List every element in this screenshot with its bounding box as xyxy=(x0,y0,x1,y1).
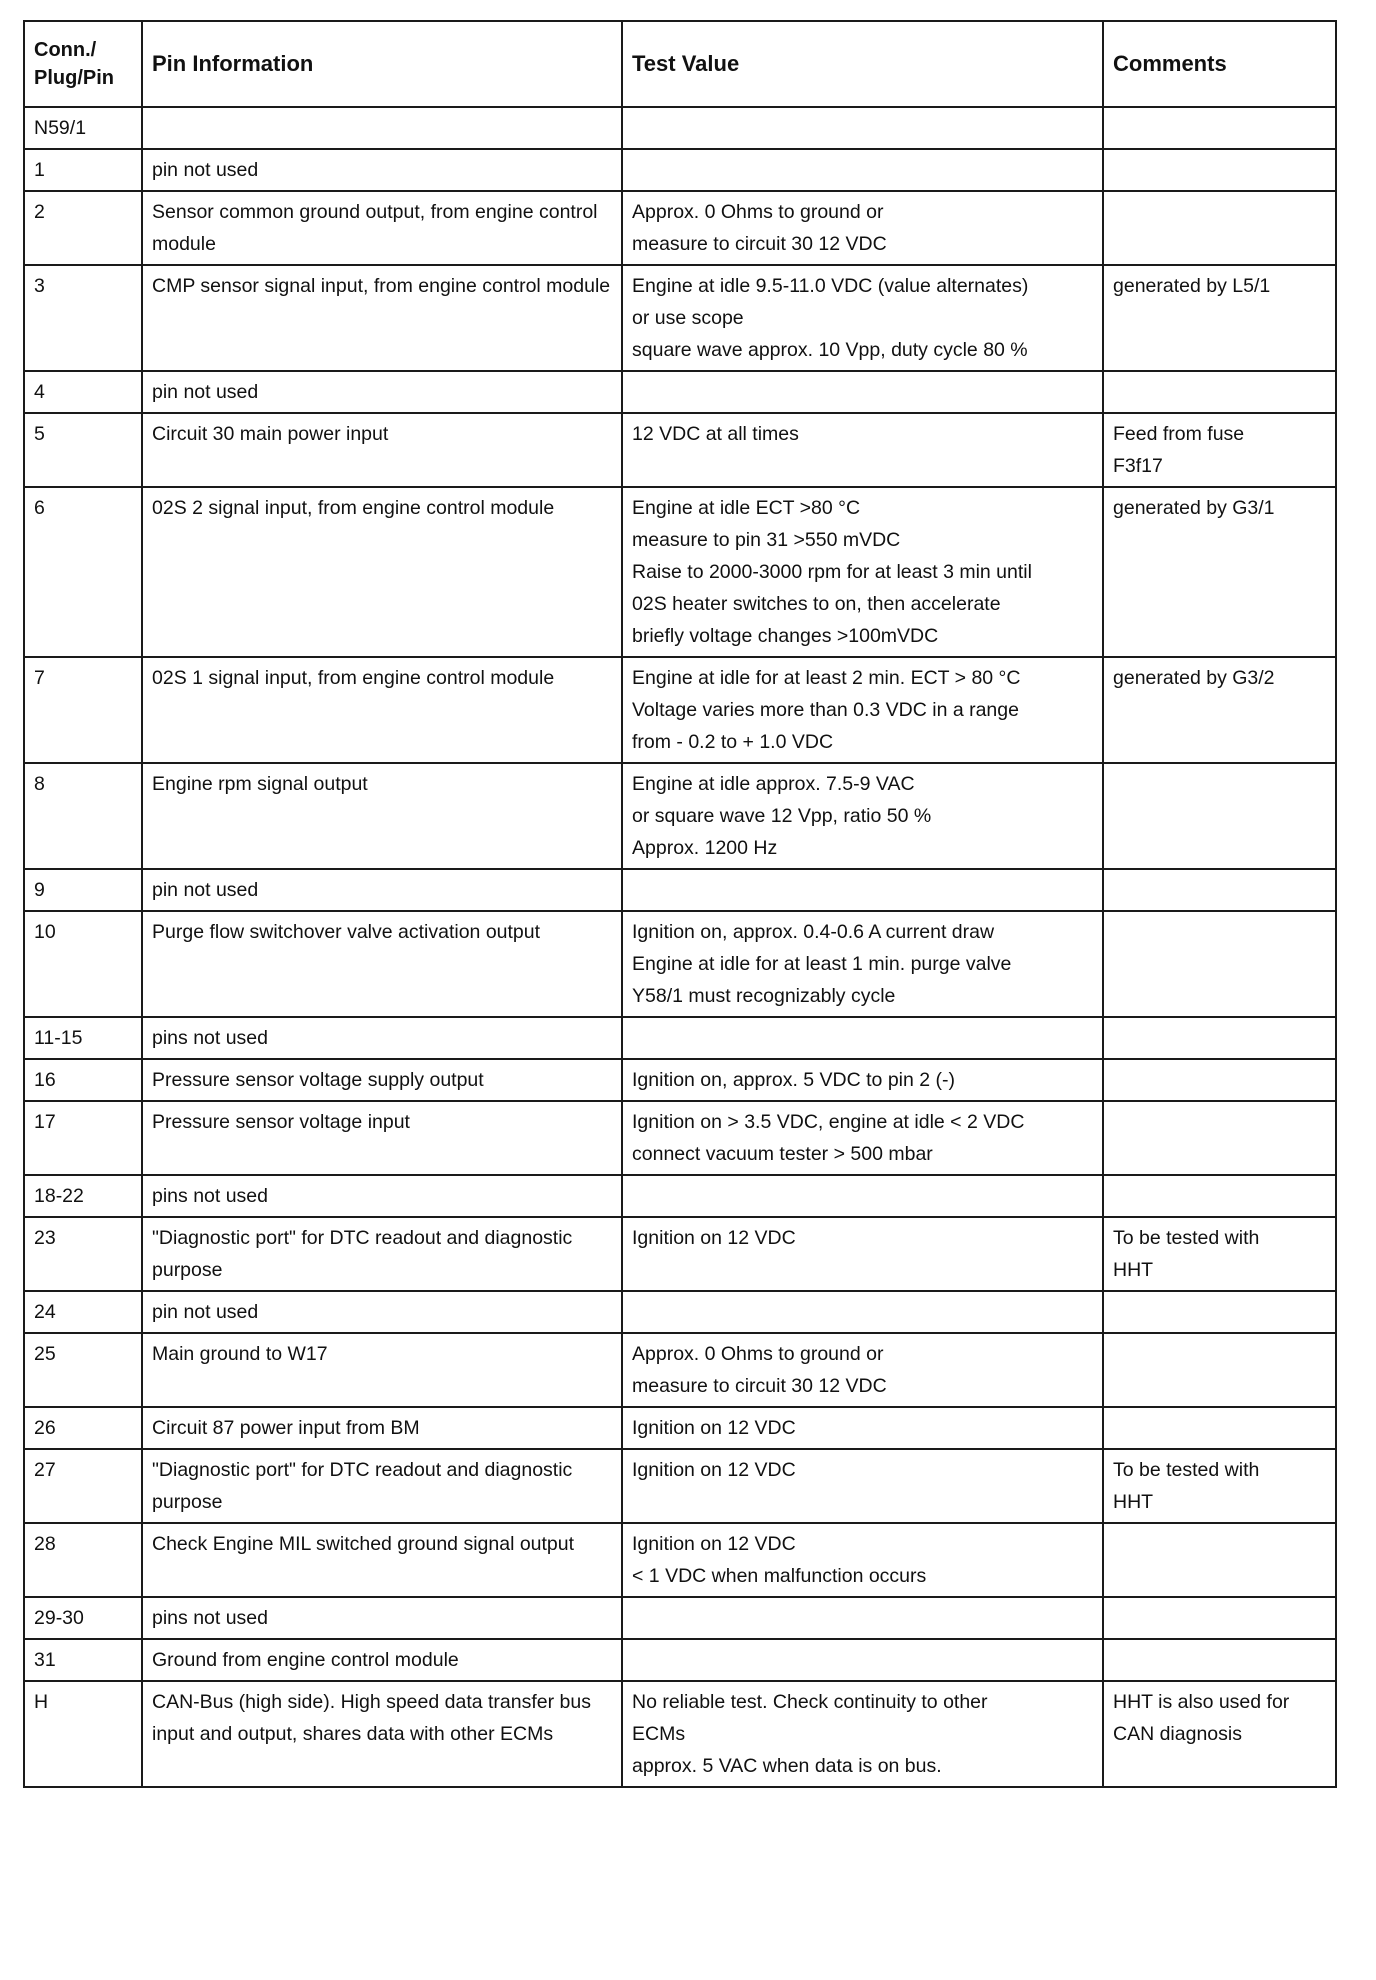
header-conn-plug-pin: Conn./ Plug/Pin xyxy=(24,21,142,107)
cell-pin: 16 xyxy=(24,1059,142,1101)
cell-comment xyxy=(1103,869,1336,911)
cell-pin: 11-15 xyxy=(24,1017,142,1059)
cell-pin-info: Purge flow switchover valve activation output xyxy=(142,911,622,1017)
cell-pin: H xyxy=(24,1681,142,1787)
cell-test-value xyxy=(622,149,1103,191)
cell-pin: 5 xyxy=(24,413,142,487)
cell-comment xyxy=(1103,107,1336,149)
cell-pin: 7 xyxy=(24,657,142,763)
cell-test-value xyxy=(622,371,1103,413)
table-row xyxy=(24,1291,1336,1333)
cell-pin-info: "Diagnostic port" for DTC readout and diagnostic purpose xyxy=(142,1217,622,1291)
cell-comment xyxy=(1103,1291,1336,1333)
cell-pin-info: Pressure sensor voltage input xyxy=(142,1101,622,1175)
cell-test-value: Approx. 0 Ohms to ground or measure to circuit 30 12 VDC xyxy=(622,1333,1103,1407)
cell-test-value xyxy=(622,1017,1103,1059)
cell-test-value: Ignition on, approx. 5 VDC to pin 2 (-) xyxy=(622,1059,1103,1101)
cell-pin: 17 xyxy=(24,1101,142,1175)
cell-pin-info: Check Engine MIL switched ground signal output xyxy=(142,1523,622,1597)
cell-pin: 27 xyxy=(24,1449,142,1523)
pin-assignment-table xyxy=(23,20,1337,1788)
cell-comment: To be tested with HHT xyxy=(1103,1449,1336,1523)
header-comments: Comments xyxy=(1103,21,1336,107)
cell-pin-info: CMP sensor signal input, from engine control module xyxy=(142,265,622,371)
table-row xyxy=(24,1639,1336,1681)
cell-pin: 28 xyxy=(24,1523,142,1597)
table-row xyxy=(24,1017,1336,1059)
table-row xyxy=(24,265,1336,371)
cell-pin-info: Circuit 87 power input from BM xyxy=(142,1407,622,1449)
cell-comment: generated by L5/1 xyxy=(1103,265,1336,371)
cell-test-value: No reliable test. Check continuity to other ECMs approx. 5 VAC when data is on bus. xyxy=(622,1681,1103,1787)
cell-comment: Feed from fuse F3f17 xyxy=(1103,413,1336,487)
cell-comment xyxy=(1103,1639,1336,1681)
table-row xyxy=(24,1407,1336,1449)
cell-comment: To be tested with HHT xyxy=(1103,1217,1336,1291)
cell-test-value: Approx. 0 Ohms to ground or measure to circuit 30 12 VDC xyxy=(622,191,1103,265)
header-pin-information: Pin Information xyxy=(142,21,622,107)
cell-pin: 18-22 xyxy=(24,1175,142,1217)
cell-comment: generated by G3/1 xyxy=(1103,487,1336,657)
cell-pin-info: pin not used xyxy=(142,1291,622,1333)
cell-comment xyxy=(1103,371,1336,413)
cell-pin-info: CAN-Bus (high side). High speed data transfer bus input and output, shares data with other ECMs xyxy=(142,1681,622,1787)
cell-pin-info: pin not used xyxy=(142,149,622,191)
cell-pin: 6 xyxy=(24,487,142,657)
table-row xyxy=(24,107,1336,149)
cell-comment xyxy=(1103,1333,1336,1407)
table-row xyxy=(24,1449,1336,1523)
cell-test-value: Ignition on > 3.5 VDC, engine at idle < 2 VDC connect vacuum tester > 500 mbar xyxy=(622,1101,1103,1175)
cell-pin-info: pins not used xyxy=(142,1597,622,1639)
cell-pin: 24 xyxy=(24,1291,142,1333)
cell-comment xyxy=(1103,1407,1336,1449)
table-row xyxy=(24,149,1336,191)
cell-pin-info: Engine rpm signal output xyxy=(142,763,622,869)
cell-pin: 4 xyxy=(24,371,142,413)
table-row xyxy=(24,1101,1336,1175)
cell-test-value: Ignition on 12 VDC xyxy=(622,1407,1103,1449)
cell-pin: 25 xyxy=(24,1333,142,1407)
header-row xyxy=(24,21,1336,107)
table-row xyxy=(24,1175,1336,1217)
table-row xyxy=(24,911,1336,1017)
table-row xyxy=(24,763,1336,869)
cell-test-value: Engine at idle 9.5-11.0 VDC (value alternates) or use scope square wave approx. 10 Vpp, duty cycle 80 % xyxy=(622,265,1103,371)
cell-pin: 29-30 xyxy=(24,1597,142,1639)
cell-comment xyxy=(1103,1523,1336,1597)
cell-pin: 1 xyxy=(24,149,142,191)
table-row xyxy=(24,1333,1336,1407)
cell-test-value xyxy=(622,107,1103,149)
cell-test-value: Ignition on 12 VDC < 1 VDC when malfunction occurs xyxy=(622,1523,1103,1597)
table-row xyxy=(24,1523,1336,1597)
table-row xyxy=(24,1597,1336,1639)
cell-pin: 31 xyxy=(24,1639,142,1681)
cell-comment xyxy=(1103,1597,1336,1639)
cell-comment xyxy=(1103,1175,1336,1217)
header-test-value: Test Value xyxy=(622,21,1103,107)
cell-pin-info: Circuit 30 main power input xyxy=(142,413,622,487)
cell-pin-info: Main ground to W17 xyxy=(142,1333,622,1407)
cell-pin: 26 xyxy=(24,1407,142,1449)
cell-comment xyxy=(1103,1101,1336,1175)
table-row xyxy=(24,1681,1336,1787)
cell-test-value: Engine at idle for at least 2 min. ECT > 80 °C Voltage varies more than 0.3 VDC in a range from - 0.2 to + 1.0 VDC xyxy=(622,657,1103,763)
cell-pin-info: 02S 1 signal input, from engine control module xyxy=(142,657,622,763)
cell-test-value: Ignition on 12 VDC xyxy=(622,1217,1103,1291)
cell-comment xyxy=(1103,191,1336,265)
table-row xyxy=(24,371,1336,413)
cell-test-value: 12 VDC at all times xyxy=(622,413,1103,487)
table-row xyxy=(24,487,1336,657)
table-row xyxy=(24,1059,1336,1101)
cell-test-value: Engine at idle ECT >80 °C measure to pin 31 >550 mVDC Raise to 2000-3000 rpm for at least 3 min until 02S heater switches to on, then accelerate briefly voltage changes >100mVDC xyxy=(622,487,1103,657)
cell-test-value xyxy=(622,1175,1103,1217)
cell-pin-info: Ground from engine control module xyxy=(142,1639,622,1681)
table-row xyxy=(24,191,1336,265)
cell-pin-info: Pressure sensor voltage supply output xyxy=(142,1059,622,1101)
cell-pin-info: 02S 2 signal input, from engine control module xyxy=(142,487,622,657)
cell-pin-info: pins not used xyxy=(142,1017,622,1059)
cell-pin-info: pin not used xyxy=(142,869,622,911)
cell-comment xyxy=(1103,1017,1336,1059)
cell-comment: HHT is also used for CAN diagnosis xyxy=(1103,1681,1336,1787)
cell-pin-info xyxy=(142,107,622,149)
cell-pin-info: "Diagnostic port" for DTC readout and diagnostic purpose xyxy=(142,1449,622,1523)
cell-pin-info: Sensor common ground output, from engine control module xyxy=(142,191,622,265)
cell-test-value xyxy=(622,1639,1103,1681)
table-row xyxy=(24,1217,1336,1291)
table-row xyxy=(24,657,1336,763)
cell-pin: 23 xyxy=(24,1217,142,1291)
cell-test-value xyxy=(622,869,1103,911)
cell-comment xyxy=(1103,911,1336,1017)
cell-test-value xyxy=(622,1597,1103,1639)
cell-comment xyxy=(1103,763,1336,869)
cell-pin: 10 xyxy=(24,911,142,1017)
cell-comment xyxy=(1103,1059,1336,1101)
cell-test-value: Ignition on, approx. 0.4-0.6 A current draw Engine at idle for at least 1 min. purge valve Y58/1 must recognizably cycle xyxy=(622,911,1103,1017)
cell-test-value: Engine at idle approx. 7.5-9 VAC or square wave 12 Vpp, ratio 50 % Approx. 1200 Hz xyxy=(622,763,1103,869)
cell-comment xyxy=(1103,149,1336,191)
cell-pin: 9 xyxy=(24,869,142,911)
cell-test-value: Ignition on 12 VDC xyxy=(622,1449,1103,1523)
cell-pin-info: pins not used xyxy=(142,1175,622,1217)
cell-pin-info: pin not used xyxy=(142,371,622,413)
cell-pin: 8 xyxy=(24,763,142,869)
table-row xyxy=(24,869,1336,911)
cell-pin: 2 xyxy=(24,191,142,265)
table-row xyxy=(24,413,1336,487)
cell-pin: 3 xyxy=(24,265,142,371)
cell-comment: generated by G3/2 xyxy=(1103,657,1336,763)
cell-test-value xyxy=(622,1291,1103,1333)
cell-pin: N59/1 xyxy=(24,107,142,149)
